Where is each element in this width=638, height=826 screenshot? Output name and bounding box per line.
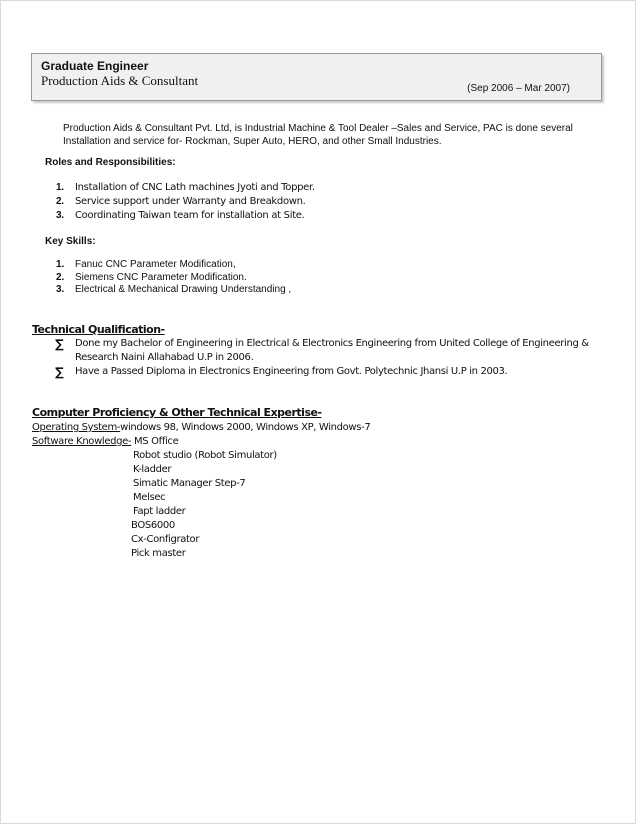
software-knowledge-label: Software Knowledge- (32, 436, 132, 447)
list-item (56, 259, 291, 272)
list-number: 2. (56, 271, 65, 283)
job-company: Production Aids & Consultant (41, 73, 199, 88)
job-period: (Sep 2006 – Mar 2007) (467, 83, 570, 94)
skills-heading: Key Skills: (45, 236, 96, 247)
list-item (56, 272, 291, 285)
operating-system-label: Operating System- (32, 422, 121, 433)
operating-system-line (32, 421, 370, 435)
list-item (56, 181, 315, 195)
qualification-item (55, 337, 605, 365)
list-item-text: Fanuc CNC Parameter Modification, (75, 259, 236, 270)
list-item-text: Installation of CNC Lath machines Jyoti and Topper. (75, 182, 315, 193)
list-item-text: Electrical & Mechanical Drawing Understanding , (75, 284, 292, 295)
qualification-line: Have a Passed Diploma in Electronics Engineering from Govt. Polytechnic Jhansi U.P in 2003. (75, 366, 508, 377)
software-knowledge-line (32, 435, 178, 449)
software-tool-item: Cx-Configrator (131, 534, 200, 545)
company-description (63, 123, 603, 148)
company-description-line: Production Aids & Consultant Pvt. Ltd, is Industrial Machine & Tool Dealer –Sales and Service, PAC is done several (63, 123, 573, 134)
list-item (56, 195, 315, 209)
job-header-box (31, 53, 602, 101)
list-number: 2. (56, 196, 64, 207)
list-number: 3. (56, 210, 64, 221)
job-title: Graduate Engineer (41, 59, 149, 73)
software-tool-item: Simatic Manager Step-7 (133, 478, 246, 489)
qualification-item (55, 365, 605, 379)
software-tool-item: BOS6000 (131, 520, 175, 531)
skills-list (56, 259, 291, 297)
roles-list (56, 181, 315, 223)
software-tool-item: Robot studio (Robot Simulator) (133, 450, 277, 461)
technical-qualification-heading: Technical Qualification- (32, 323, 165, 336)
software-knowledge-value: MS Office (131, 436, 179, 447)
list-item-text: Service support under Warranty and Breakdown. (75, 196, 306, 207)
list-number: 3. (56, 284, 65, 295)
qualification-line: Done my Bachelor of Engineering in Electrical & Electronics Engineering from United College of Engineering & (75, 338, 589, 349)
roles-heading: Roles and Responsibilities: (45, 157, 176, 168)
software-tool-item: K-ladder (133, 464, 172, 475)
sigma-bullet-icon: ∑ (55, 365, 64, 379)
qualification-line: Research Naini Allahabad U.P in 2006. (75, 352, 254, 363)
list-item (56, 209, 315, 223)
list-item-text: Coordinating Taiwan team for installation at Site. (75, 210, 305, 221)
company-description-line: Installation and service for- Rockman, Super Auto, HERO, and other Small Industries. (63, 135, 442, 147)
software-tool-item: Fapt ladder (133, 506, 186, 517)
list-number: 1. (56, 259, 65, 270)
software-tool-item: Pick master (131, 548, 186, 559)
list-item-text: Siemens CNC Parameter Modification. (75, 271, 247, 283)
software-tool-item: Melsec (133, 492, 166, 503)
list-number: 1. (56, 182, 64, 193)
computer-proficiency-heading: Computer Proficiency & Other Technical Expertise- (32, 406, 322, 419)
operating-system-value: windows 98, Windows 2000, Windows XP, Windows-7 (120, 422, 371, 433)
sigma-bullet-icon: ∑ (55, 337, 64, 351)
list-item (56, 284, 291, 297)
